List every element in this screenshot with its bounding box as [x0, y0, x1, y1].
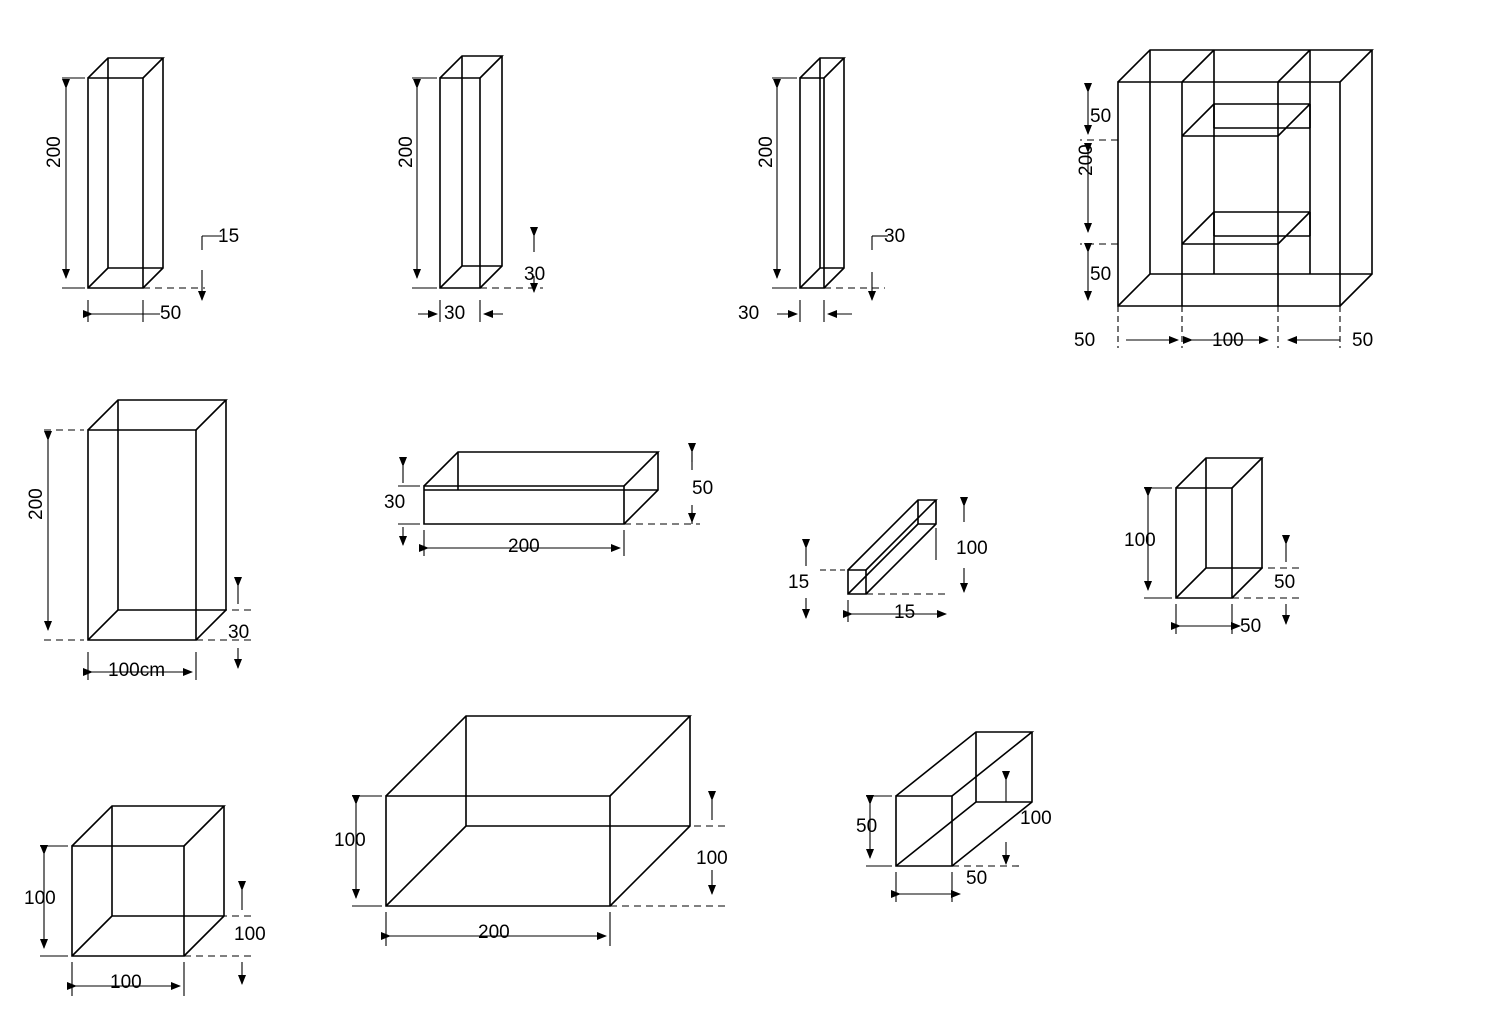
dim-label-f1-depth: 15 — [218, 226, 240, 247]
dim-label-f4-width-mid: 100 — [1212, 330, 1244, 351]
dim-label-f4-height-mid: 200 — [1076, 144, 1097, 176]
figure-small-box — [1176, 458, 1262, 598]
dim-label-f4-height-top: 50 — [1090, 106, 1112, 127]
dim-label-f3-depth: 30 — [884, 226, 906, 247]
dim-label-f11-height: 50 — [856, 816, 878, 837]
figure-flat-tray — [424, 452, 658, 524]
figure-shelf-unit — [1118, 50, 1372, 306]
dim-label-f4-height-bottom: 50 — [1090, 264, 1112, 285]
figure-thin-column — [800, 58, 844, 288]
dim-label-f10-height: 100 — [334, 830, 366, 851]
dim-label-f5-width: 100cm — [108, 660, 166, 681]
figure-tall-column — [440, 56, 502, 288]
dim-label-f4-width-left: 50 — [1074, 330, 1096, 351]
dim-label-f5-height: 200 — [26, 488, 47, 520]
figure-thin-bar — [848, 500, 936, 594]
dim-label-f11-depth: 100 — [1020, 808, 1052, 829]
dim-label-f1-width: 50 — [160, 303, 182, 324]
figure-cube — [72, 806, 224, 956]
figure-cabinet — [88, 400, 226, 640]
dim-label-f5-depth: 30 — [228, 622, 250, 643]
dim-label-f8-depth: 50 — [1274, 572, 1296, 593]
dim-label-f8-width: 50 — [1240, 616, 1262, 637]
figure-large-box — [386, 716, 690, 906]
figure-tall-slab — [88, 58, 163, 288]
dim-label-f3-width: 30 — [738, 303, 760, 324]
dim-label-f7-depth: 100 — [956, 538, 988, 559]
dim-label-f7-height: 15 — [788, 572, 810, 593]
dim-label-f1-height: 200 — [44, 136, 65, 168]
dim-label-f8-height: 100 — [1124, 530, 1156, 551]
dim-label-f10-width: 200 — [478, 922, 510, 943]
dim-label-f9-height: 100 — [24, 888, 56, 909]
dim-label-f6-depth: 50 — [692, 478, 714, 499]
dim-label-f6-height: 30 — [384, 492, 406, 513]
dim-label-f6-width: 200 — [508, 536, 540, 557]
dim-label-f3-height: 200 — [756, 136, 777, 168]
figure-beam — [896, 732, 1032, 866]
dim-label-f7-width: 15 — [894, 602, 916, 623]
dim-label-f2-height: 200 — [396, 136, 417, 168]
dim-label-f11-width: 50 — [966, 868, 988, 889]
dim-label-f2-width: 30 — [444, 303, 466, 324]
dim-label-f10-depth: 100 — [696, 848, 728, 869]
dim-label-f4-width-right: 50 — [1352, 330, 1374, 351]
dim-label-f9-width: 100 — [110, 972, 142, 993]
dim-label-f9-depth: 100 — [234, 924, 266, 945]
dim-label-f2-depth: 30 — [524, 264, 546, 285]
